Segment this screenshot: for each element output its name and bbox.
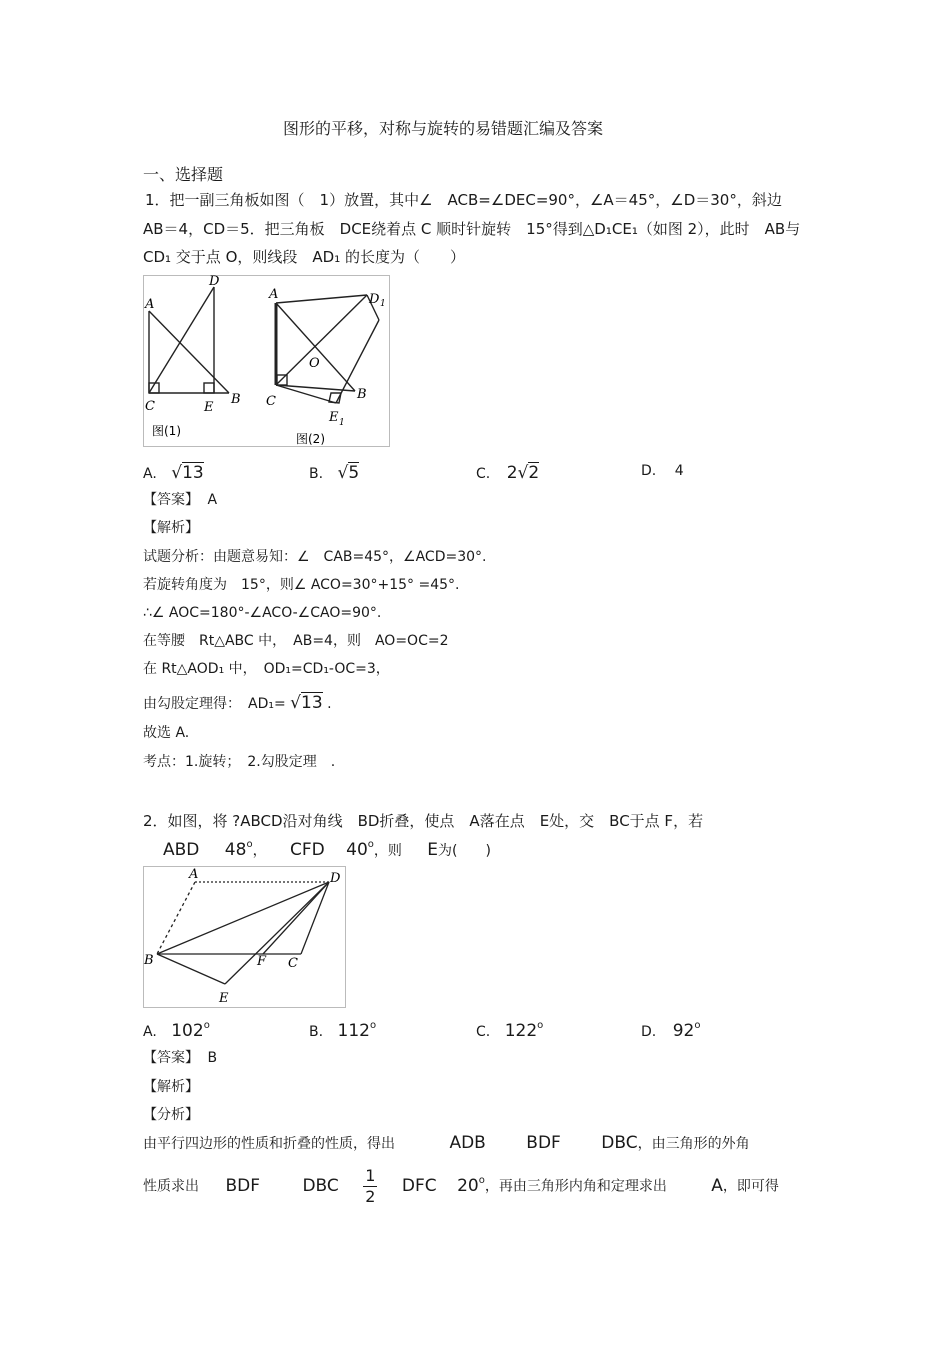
q2-option-d-value: 92 (672, 1021, 695, 1041)
q1-option-b-label: B. (309, 466, 324, 482)
q1-solution-7: 故选 A. (143, 725, 190, 741)
q2-cond-abd: ABD (163, 840, 200, 860)
q1-option-c[interactable] (476, 462, 539, 484)
q1-solution-8: 考点：1.旋转； 2.勾股定理 . (143, 754, 336, 770)
section-heading: 一、选择题 (143, 165, 224, 184)
figure-frame (144, 276, 390, 447)
degree-mark: o (203, 1020, 210, 1031)
q2-condition: ABD 48$^o$， CFD 40$^o$，则 E为( ) (163, 839, 491, 860)
q2-fig-label-b: B (144, 953, 154, 968)
q1-solution-6-prefix: 由勾股定理得： AD₁= (143, 696, 286, 712)
q1-fig1-lines (149, 287, 229, 393)
q2-figure (143, 866, 346, 1008)
q2-an2-value: 20 (457, 1175, 479, 1196)
q2-analysis-tag: 【解析】 (143, 1079, 199, 1095)
q2-option-b-label: B. (309, 1024, 324, 1040)
q1-fig2-label-a: A (269, 287, 279, 302)
degree-mark: o (369, 1020, 377, 1031)
q1-fig1-label-b: B (231, 392, 241, 407)
q2-option-a[interactable] (143, 1020, 210, 1043)
q2-fig-label-f: F (257, 954, 267, 969)
q2-cond-cfd: CFD (289, 840, 325, 860)
page-title: 图形的平移，对称与旋转的易错题汇编及答案 (283, 119, 604, 138)
q1-solution-6-sqrt: √13 (290, 693, 323, 713)
q1-option-b[interactable] (309, 462, 359, 484)
q1-fig2-label-d1-sub: 1 (380, 299, 386, 309)
q2-option-c[interactable] (476, 1020, 543, 1043)
q2-cond-then: ，则 (373, 843, 402, 859)
q1-option-a-value: √13 (171, 463, 204, 483)
q1-option-c-radicand: 2 (528, 463, 540, 483)
q2-an2-suffix: ，即可得 (722, 1178, 779, 1195)
q1-option-a-label: A. (143, 466, 157, 482)
q1-answer-tag: 【答案】 (143, 492, 199, 508)
q1-solution-6-suffix: . (327, 696, 332, 712)
q1-option-c-label: C. (476, 466, 491, 482)
q2-cond-tail: 为( ) (438, 843, 491, 859)
q2-option-a-value: 102 (171, 1021, 204, 1041)
q1-fig2-label-d1: D (369, 292, 380, 307)
q2-fig-label-d: D (330, 871, 341, 886)
q2-fig-lines (157, 882, 329, 984)
q2-line1: 2．如图，将 ?ABCD沿对角线 BD折叠，使点 A落在点 E处，交 BC于点 F，若 (143, 812, 704, 830)
q2-option-b-value: 112 (337, 1021, 370, 1041)
q2-answer-tag: 【答案】 (143, 1050, 199, 1066)
q2-an2-fraction-num: 1 (365, 1166, 376, 1185)
q1-solution-2: 若旋转角度为 15°，则∠ ACO=30°+15° =45°. (143, 577, 460, 593)
q1-line1: 1．把一副三角板如图（ 1）放置，其中∠ ACB=∠DEC=90°，∠A＝45°，∠D＝30°，斜边 (145, 191, 782, 209)
q2-fig-label-c: C (288, 956, 298, 971)
q1-fig1-label-d: D (209, 275, 220, 289)
q2-fenxi-tag: 【分析】 (143, 1107, 199, 1123)
q1-figure (143, 275, 390, 447)
q2-an1-dbc: DBC (601, 1133, 638, 1153)
q1-solution-5: 在 Rt△AOD₁ 中， OD₁=CD₁-OC=3， (143, 661, 390, 677)
q2-an1-suffix: ，由三角形的外角 (637, 1136, 750, 1152)
q1-option-a-radicand: 13 (182, 463, 204, 483)
q1-option-d[interactable] (641, 462, 684, 480)
q1-analysis-tag: 【解析】 (143, 520, 199, 536)
q1-option-b-value: √5 (337, 463, 360, 483)
q2-analysis-line-2 (143, 1166, 779, 1209)
q2-an2-bdf: BDF (225, 1175, 260, 1196)
q2-an2-prefix: 性质求出 (143, 1178, 199, 1195)
q1-fig2-label-e1-sub: 1 (339, 418, 345, 428)
q1-option-d-label: D. (641, 463, 657, 479)
q2-an2-middle: ，再由三角形内角和定理求出 (484, 1178, 667, 1195)
q1-fig1-label-c: C (145, 399, 155, 414)
q1-fig2-label-b: B (357, 387, 367, 402)
q1-fig1-caption: 图(1) (152, 424, 181, 438)
q2-cond-e: E (427, 840, 439, 860)
q1-fig2-label-o: O (309, 356, 320, 371)
q1-option-d-value: 4 (674, 463, 684, 479)
q2-fig-label-e: E (219, 991, 229, 1006)
q2-an2-dfc: DFC (401, 1175, 437, 1196)
degree-mark: o (694, 1020, 701, 1031)
q1-answer-value: A (207, 492, 218, 508)
q2-option-b[interactable] (309, 1020, 376, 1043)
q2-an1-bdf: BDF (526, 1133, 561, 1153)
q2-an2-dbc: DBC (302, 1175, 339, 1196)
q2-an1-prefix: 由平行四边形的性质和折叠的性质，得出 (143, 1136, 395, 1152)
q1-line3: CD₁ 交于点 O，则线段 AD₁ 的长度为（ ） (143, 248, 465, 266)
q1-line2: AB＝4，CD＝5．把三角板 DCE绕着点 C 顺时针旋转 15°得到△D₁CE₁（如图 2），此时 AB与 (143, 220, 801, 238)
q1-fig2-label-c: C (266, 394, 276, 409)
q1-solution-6 (143, 692, 332, 714)
q2-option-a-label: A. (143, 1024, 157, 1040)
q2-cond-abd-val: 48 (224, 840, 247, 860)
q1-fig2-label-e1: E (329, 410, 339, 425)
q2-an2-fraction (363, 1166, 377, 1207)
q1-option-b-radicand: 5 (348, 463, 360, 483)
q1-fig1-label-a: A (145, 297, 155, 312)
q1-solution-1: 试题分析：由题意易知：∠ CAB=45°，∠ACD=30°. (143, 549, 487, 565)
degree-mark: o (367, 839, 374, 850)
q2-fig-label-a: A (189, 867, 199, 882)
q1-option-a[interactable] (143, 462, 204, 484)
q2-an2-a: A (711, 1175, 723, 1196)
q2-analysis-line-1 (143, 1132, 750, 1156)
degree-mark: o (246, 839, 253, 850)
q1-solution-3: ∴∠ AOC=180°-∠ACO-∠CAO=90°. (143, 605, 382, 621)
degree-mark: o (537, 1020, 544, 1031)
q1-fig1-label-e: E (204, 400, 214, 415)
q2-cond-cfd-val: 40 (346, 840, 368, 860)
q2-option-c-label: C. (476, 1024, 491, 1040)
q1-option-c-coef: 2 (506, 463, 518, 483)
q2-answer-line (143, 1049, 217, 1067)
degree-mark: o (478, 1174, 485, 1186)
q1-answer-line (143, 491, 217, 509)
q1-solution-6-radicand: 13 (301, 693, 323, 713)
q1-option-c-value: 2√2 (506, 463, 540, 483)
q2-answer-value: B (207, 1050, 218, 1066)
q2-an2-fraction-den: 2 (365, 1187, 376, 1206)
q2-option-c-value: 122 (504, 1021, 538, 1041)
q2-an1-adb: ADB (449, 1133, 486, 1153)
q2-option-d-label: D. (641, 1024, 657, 1040)
q2-option-d[interactable] (641, 1020, 700, 1043)
q1-fig2-caption: 图(2) (296, 432, 325, 446)
q1-solution-4: 在等腰 Rt△ABC 中， AB=4，则 AO=OC=2 (143, 633, 449, 649)
